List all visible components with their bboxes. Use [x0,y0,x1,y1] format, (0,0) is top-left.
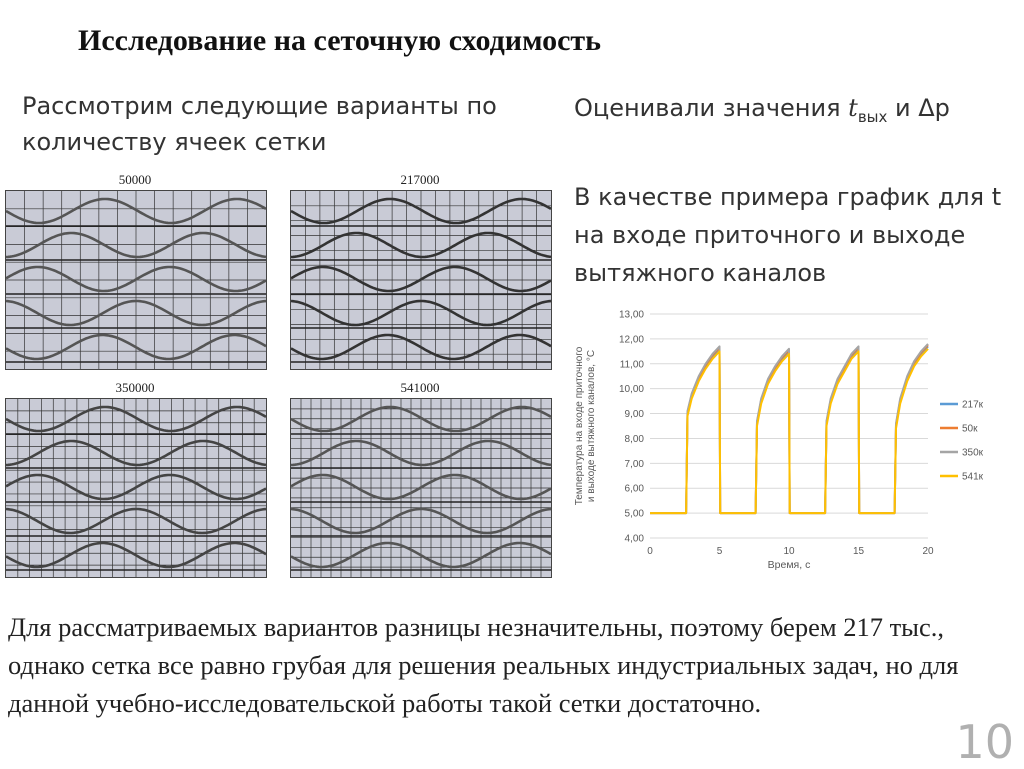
mesh-label-4: 541000 [400,380,440,395]
y-tick-label: 5,00 [624,508,644,520]
mesh-image-3 [5,398,267,578]
mesh-comparison-figure [0,170,560,580]
estimate-prefix: Оценивали значения [574,94,849,122]
y-tick-label: 9,00 [624,409,644,421]
estimate-suffix: и Δp [887,94,950,122]
y-tick-label: 7,00 [624,458,644,470]
slide-title: Исследование на сеточную сходимость [78,24,602,57]
conclusion-text: Для рассматриваемых вариантов разницы незначительны, поэтому берем 217 тыс., однако сетка все равно грубая для решения реальных индустриальных задач, но для данной учебно-исследовательской работы такой сетки достаточно. [8,612,959,718]
page-number: 10 [955,715,1014,769]
mesh-image-1 [5,190,267,370]
estimate-subscript: вых [857,107,888,126]
x-tick-label: 20 [922,546,934,557]
y-tick-label: 13,00 [618,309,644,321]
legend-label: 50к [962,423,978,435]
legend-label: 350к [962,447,984,459]
x-tick-label: 15 [852,546,865,557]
mesh-image-2 [290,190,552,370]
x-tick-label: 5 [716,546,723,557]
x-tick-label: 0 [647,546,653,557]
y-tick-label: 4,00 [624,533,644,545]
x-tick-label: 10 [783,546,795,557]
estimated-values-text [574,94,950,126]
y-tick-label: 6,00 [624,483,644,495]
legend-label: 217к [962,399,984,411]
legend-label: 541к [962,471,984,483]
x-axis-label: Время, с [767,559,811,570]
y-tick-label: 11,00 [619,359,644,371]
y-tick-label: 10,00 [618,384,644,396]
mesh-image-4 [290,398,552,578]
estimate-variable: t [848,94,858,122]
mesh-label-1: 50000 [118,172,152,187]
y-tick-label: 8,00 [624,433,644,445]
y-tick-label: 12,00 [618,334,644,346]
temperature-chart [566,300,1016,570]
mesh-label-3: 350000 [115,380,155,395]
example-text: В качестве примера график для t на входе приточного и выходе вытяжного каналов [574,183,1002,287]
mesh-label-2: 217000 [400,172,440,187]
y-axis-label: Температура на входе приточногои выходе вытяжного каналов, °C [574,346,597,506]
intro-text: Рассмотрим следующие варианты по количеству ячеек сетки [22,92,497,156]
